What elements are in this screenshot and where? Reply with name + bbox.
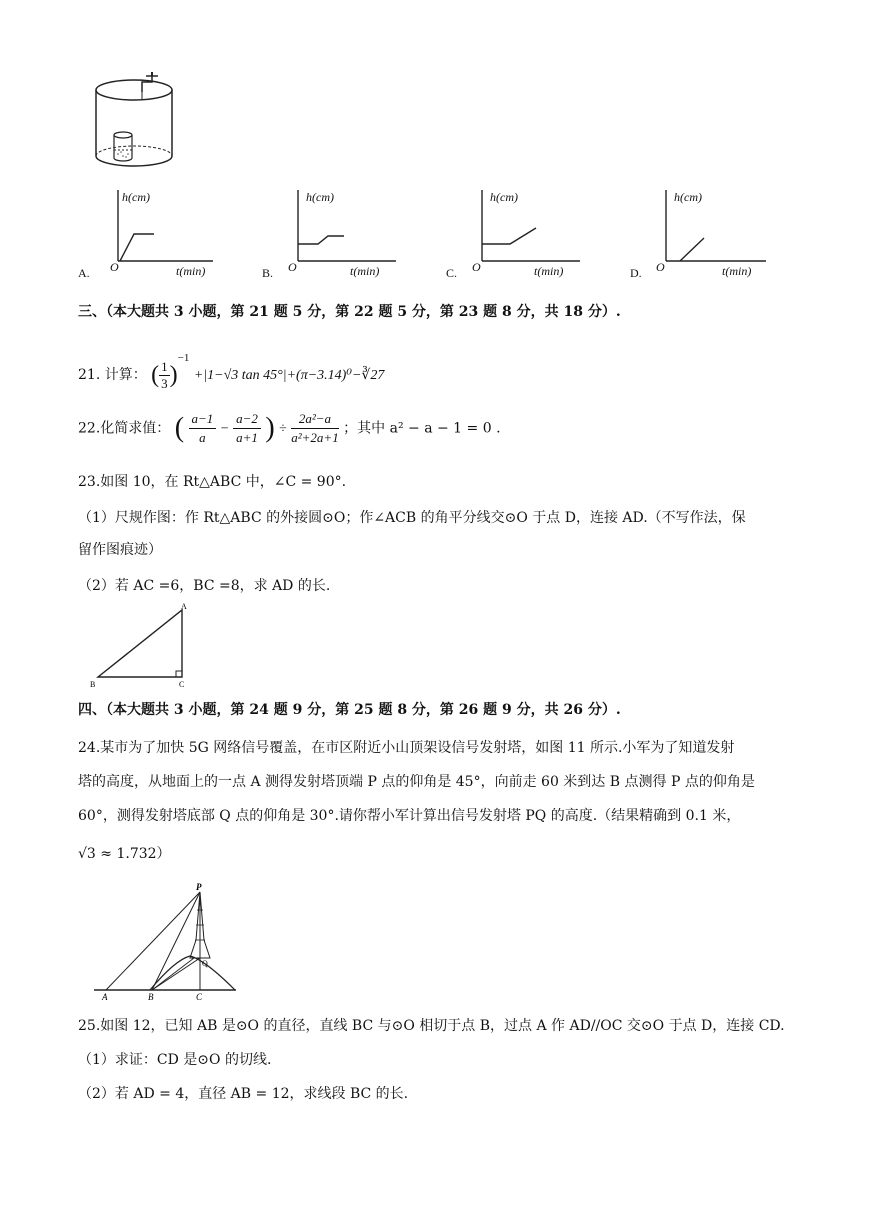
option-c[interactable] (446, 186, 586, 286)
q25-line3: （2）若 AD = 4，直径 AB = 12，求线段 BC 的长. (78, 1086, 409, 1102)
option-a-label: A. (78, 266, 90, 280)
fig10-label-b: B (90, 680, 96, 689)
triangle-figure (88, 602, 198, 692)
q23-line4: （2）若 AC =6，BC =8，求 AD 的长. (78, 578, 331, 594)
q23-line3: 留作图痕迹） (78, 542, 162, 558)
q22-d2: a+1 (236, 430, 258, 445)
fig11-label-a: A (102, 992, 108, 1000)
option-a-ylabel: h(cm) (122, 190, 150, 204)
option-c-ylabel: h(cm) (490, 190, 518, 204)
option-a-origin: O (110, 260, 119, 274)
q22-suffix: ；其中 a² − a − 1 = 0 . (343, 420, 501, 437)
q24-line2: 塔的高度，从地面上的一点 A 测得发射塔顶端 P 点的仰角是 45°，向前走 60 米到达 B 点测得 P 点的仰角是 (78, 774, 755, 790)
fig11-label-c: C (196, 992, 203, 1000)
q21-rest: +|1−√3 tan 45°|+(π−3.14)⁰−∛27 (193, 368, 385, 383)
q24-line4: √3 ≈ 1.732） (78, 846, 171, 862)
q25-line1: 25.如图 12，已知 AB 是⊙O 的直径，直线 BC 与⊙O 相切于点 B，过点 A 作 AD//OC 交⊙O 于点 D，连接 CD. (78, 1018, 785, 1034)
q22-d1: a (199, 430, 206, 445)
option-c-origin: O (472, 260, 481, 274)
option-a-xlabel: t(min) (176, 264, 206, 278)
q22-n2: a−2 (233, 410, 261, 429)
q23-line2: （1）尺规作图：作 Rt△ABC 的外接圆⊙O；作∠ACB 的角平分线交⊙O 于点 D，连接 AD.（不写作法，保 (78, 510, 746, 526)
fig11-label-q: Q (202, 959, 208, 968)
option-b-origin: O (288, 260, 297, 274)
option-b[interactable] (262, 186, 402, 286)
fig10-label-a: A (181, 602, 187, 611)
option-d-label: D. (630, 266, 642, 280)
q21-power: −1 (177, 352, 190, 364)
section4-heading: 四、（本大题共 3 小题，第 24 题 9 分，第 25 题 8 分，第 26 题 9 分，共 26 分）. (78, 702, 621, 718)
option-d-xlabel: t(min) (722, 264, 752, 278)
tower-figure (90, 880, 240, 1000)
option-d-origin: O (656, 260, 665, 274)
container-figure (88, 70, 188, 175)
q23-line1: 23.如图 10，在 Rt△ABC 中，∠C = 90°. (78, 474, 347, 490)
q22-n3: 2a²−a (291, 410, 338, 429)
option-c-label: C. (446, 266, 458, 280)
q22-prefix: 22.化简求值： (78, 420, 171, 437)
option-d[interactable] (630, 186, 770, 286)
fig11-label-p: P (196, 882, 202, 892)
option-b-label: B. (262, 266, 274, 280)
q22-n1: a−1 (189, 410, 217, 429)
section3-heading: 三、（本大题共 3 小题，第 21 题 5 分，第 22 题 5 分，第 23 题 8 分，共 18 分）. (78, 304, 621, 320)
fig11-label-b: B (148, 992, 154, 1000)
q21: 21. 计算： ( $\frac{1}{3}$ )$^{-1}$ +|1−√3 tan 45°|+(π−3.14)⁰−∛27 (78, 352, 385, 391)
option-d-ylabel: h(cm) (674, 190, 702, 204)
option-b-xlabel: t(min) (350, 264, 380, 278)
q25-line2: （1）求证：CD 是⊙O 的切线. (78, 1052, 272, 1068)
q22: 22.化简求值： ( $\frac{a-1}{a}$ − $\frac{a-2}{a+1}$ ) ÷ $\frac{\text{2a²−a}}{\text{a²+2a+1}}$ ；其中 a² − a − 1 = 0 . (78, 411, 501, 445)
q22-d3: a²+2a+1 (291, 430, 339, 445)
option-a[interactable] (78, 186, 218, 286)
option-c-xlabel: t(min) (534, 264, 564, 278)
q24-line3: 60°，测得发射塔底部 Q 点的仰角是 30°.请你帮小军计算出信号发射塔 PQ 的高度.（结果精确到 0.1 米， (78, 808, 741, 824)
q24-line1: 24.某市为了加快 5G 网络信号覆盖，在市区附近小山顶架设信号发射塔，如图 11 所示.小军为了知道发射 (78, 740, 735, 756)
option-b-ylabel: h(cm) (306, 190, 334, 204)
q21-prefix: 21. 计算： (78, 367, 147, 383)
fig10-label-c: C (179, 680, 185, 689)
